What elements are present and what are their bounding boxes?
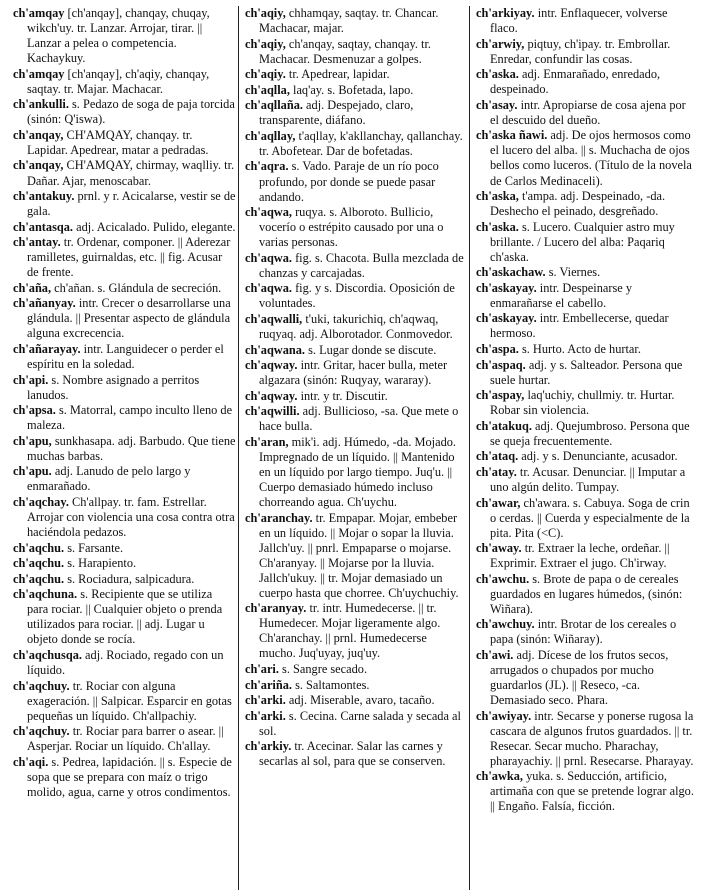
dictionary-entry [245, 159, 465, 204]
entry-definition: t'ampa. adj. Despeinado, -da. Deshecho el peinado, desgreñado. [490, 189, 666, 219]
entry-definition: CH'AMQAY, chirmay, waqlliy. tr. Dañar. Ajar, menoscabar. [27, 158, 235, 188]
entry-definition: intr. Gritar, hacer bulla, meter algazara (sinón: Ruqyay, wararay). [259, 358, 448, 388]
dictionary-entry [13, 281, 236, 296]
entry-definition: CH'AMQAY, chanqay. tr. Lapidar. Apedrear, matar a pedradas. [27, 127, 209, 157]
dictionary-entry [476, 358, 695, 388]
entry-definition: fig. s. Chacota. Bulla mezclada de chanzas y carcajadas. [259, 250, 464, 280]
entry-headword: ch'aqiy. [245, 67, 286, 82]
column-2 [245, 6, 465, 770]
entry-definition: adj. Enmarañado, enredado, despeinado. [490, 67, 661, 97]
entry-headword: ch'añanyay. [13, 296, 76, 311]
dictionary-entry [245, 67, 465, 82]
entry-definition: t'uki, takurichiq, ch'aqwaq, ruqyaq. adj. Alborotador. Conmovedor. [259, 311, 453, 341]
entry-headword: ch'aranchay. [245, 510, 313, 525]
dictionary-entry [476, 98, 695, 128]
entry-definition: s. Pedazo de soga de paja torcida (sinón: Q'iswa). [27, 97, 235, 127]
entry-headword: ch'aqi. [13, 754, 49, 769]
entry-headword: ch'amqay [13, 66, 65, 81]
entry-definition: adj. Despejado, claro, transparente, diáfano. [259, 98, 414, 128]
entry-definition: [ch'anqay], ch'aqiy, chanqay, saqtay. tr. Majar. Machacar. [27, 66, 210, 96]
entry-definition: tr. Empapar. Mojar, embeber en un líquido. || Mojar o sopar la lluvia. Jallch'uy. || pnrl. Empaparse o mojarse. Ch'aranyay. || Mojarse por la lluvia. Jallch'ukuy. || tr. Mojar demasiado un cuerpo hasta que chorree. Ch'uychuchiy. [259, 510, 459, 600]
dictionary-entry [476, 709, 695, 769]
column-divider-1 [238, 6, 239, 890]
entry-definition: tr. Acecinar. Salar las carnes y secarlas al sol, para que se conserven. [259, 739, 446, 769]
dictionary-entry [245, 205, 465, 250]
entry-definition: s. Sangre secado. [278, 662, 368, 677]
dictionary-entry [245, 6, 465, 36]
entry-headword: ch'aska. [476, 67, 519, 82]
entry-headword: ch'apu, [13, 433, 52, 448]
dictionary-entry [245, 129, 465, 159]
entry-headword: ch'awchuy. [476, 617, 535, 632]
entry-headword: ch'ari. [245, 662, 279, 677]
dictionary-entry [13, 755, 236, 800]
dictionary-entry [476, 648, 695, 708]
entry-headword: ch'anqay, [13, 158, 64, 173]
entry-headword: ch'añarayay. [13, 342, 81, 357]
dictionary-entry [13, 434, 236, 464]
entry-headword: ch'antay. [13, 235, 61, 250]
entry-definition: adj. y s. Salteador. Persona que suele hurtar. [490, 357, 683, 387]
entry-headword: ch'ataq. [476, 449, 519, 464]
entry-headword: ch'anqay, [13, 127, 64, 142]
entry-headword: ch'away. [476, 541, 522, 556]
dictionary-entry [13, 189, 236, 219]
dictionary-entry [13, 6, 236, 66]
dictionary-entry [13, 679, 236, 724]
entry-headword: ch'awka, [476, 769, 523, 784]
entry-definition: sunkhasapa. adj. Barbudo. Que tiene muchas barbas. [27, 433, 236, 463]
dictionary-entry [13, 342, 236, 372]
dictionary-entry [13, 220, 236, 235]
dictionary-entry [13, 724, 236, 754]
dictionary-entry [13, 495, 236, 540]
entry-headword: ch'aqchu. [13, 540, 65, 555]
entry-definition: s. Brote de papa o de cereales guardados en lugares húmedos, (sinón: Wiñara). [490, 571, 683, 616]
entry-headword: ch'atay. [476, 464, 517, 479]
dictionary-entry [13, 67, 236, 97]
entry-headword: ch'aspa. [476, 342, 519, 357]
entry-headword: ch'aqra. [245, 159, 289, 174]
entry-headword: ch'aqchay. [13, 495, 69, 509]
entry-headword: ch'api. [13, 372, 49, 387]
entry-definition: s. Vado. Paraje de un río poco profundo, por donde se puede pasar andando. [259, 159, 439, 204]
dictionary-entry [245, 312, 465, 342]
dictionary-entry [13, 97, 236, 127]
dictionary-entry [13, 158, 236, 188]
dictionary-entry [476, 342, 695, 357]
entry-headword: ch'aska ñawi. [476, 128, 548, 143]
dictionary-entry [476, 128, 695, 188]
entry-headword: ch'aqwalli, [245, 311, 303, 326]
dictionary-entry [476, 220, 695, 265]
entry-definition: s. Rociadura, salpicadura. [64, 571, 195, 586]
dictionary-entry [245, 662, 465, 677]
entry-definition: mik'i. adj. Húmedo, -da. Mojado. Impregnado de un líquido. || Mantenido en un líquido por largo tiempo. Juq'u. || Cuerpo demasiado húmedo incluso chorreando agua. Ch'uychu. [259, 434, 457, 509]
dictionary-entry [476, 37, 695, 67]
dictionary-entry [13, 403, 236, 433]
entry-headword: ch'aska, [476, 189, 519, 204]
entry-headword: ch'arki. [245, 693, 286, 708]
dictionary-entry [13, 572, 236, 587]
dictionary-entry [245, 709, 465, 739]
entry-definition: intr. Languidecer o perder el espíritu en la soledad. [27, 342, 224, 372]
entry-definition: s. Farsante. [64, 540, 124, 555]
dictionary-entry [476, 388, 695, 418]
entry-headword: ch'aqchuna. [13, 587, 78, 602]
entry-headword: ch'aqchu. [13, 571, 65, 586]
dictionary-entry [13, 296, 236, 341]
entry-definition: adj. Lanudo de pelo largo y enmarañado. [27, 464, 191, 494]
entry-definition: intr. y tr. Discutir. [297, 388, 388, 403]
dictionary-entry [245, 37, 465, 67]
dictionary-entry [245, 389, 465, 404]
entry-definition: ch'anqay, saqtay, chanqay. tr. Machacar. Desmenuzar a golpes. [259, 36, 431, 66]
entry-definition: adj. De ojos hermosos como el lucero del alba. || s. Muchacha de ojos bellos como luceros. (Título de la novela de Carlos Medinaceli). [490, 128, 692, 188]
entry-definition: yuka. s. Seducción, artificio, artimaña con que se pretende lograr algo. || Engaño. Falsía, ficción. [490, 769, 694, 814]
dictionary-entry [245, 739, 465, 769]
dictionary-entry [476, 769, 695, 814]
dictionary-entry [245, 251, 465, 281]
dictionary-entry [13, 235, 236, 280]
column-divider-2 [469, 6, 470, 890]
entry-headword: ch'aqchusqa. [13, 647, 82, 662]
entry-definition: prnl. y r. Acicalarse, vestir se de gala. [27, 189, 236, 219]
entry-definition: s. Lugar donde se discute. [305, 342, 437, 357]
dictionary-entry [476, 617, 695, 647]
entry-headword: ch'aqchuy. [13, 724, 70, 739]
entry-definition: laq'ay. s. Bofetada, lapo. [289, 82, 414, 97]
entry-headword: ch'ariña. [245, 677, 292, 692]
dictionary-entry [245, 693, 465, 708]
entry-definition: s. Cecina. Carne salada y secada al sol. [259, 708, 461, 738]
entry-definition: s. Saltamontes. [291, 677, 370, 692]
entry-definition: adj. Dícese de los frutos secos, arrugados o chupados por mucho guardarlos (JL). || Reseco, -ca. Demasiado seco. Phara. [490, 647, 669, 708]
entry-headword: ch'arki. [245, 708, 286, 723]
entry-headword: ch'aqway. [245, 358, 298, 373]
entry-headword: ch'aranyay. [245, 601, 307, 616]
dictionary-entry [245, 358, 465, 388]
entry-definition: tr. intr. Humedecerse. || tr. Humedecer. Mojar ligeramente algo. Ch'aranchay. || prnl. Humedecerse mucho. Juq'uyay, juq'uy. [259, 601, 441, 661]
entry-definition: s. Hurto. Acto de hurtar. [518, 342, 641, 357]
entry-headword: ch'amqay [13, 6, 65, 20]
entry-definition: intr. Brotar de los cereales o papa (sinón: Wiñaray). [490, 617, 677, 647]
entry-headword: ch'askayay. [476, 280, 537, 295]
entry-definition: adj. Quejumbroso. Persona que se queja frecuentemente. [490, 418, 690, 448]
entry-headword: ch'aqwana. [245, 342, 306, 357]
entry-definition: tr. Rociar para barrer o asear. || Asperjar. Rociar un líquido. Ch'allay. [27, 724, 224, 754]
entry-definition: s. Matorral, campo inculto lleno de maleza. [27, 403, 233, 433]
dictionary-entry [245, 98, 465, 128]
entry-definition: s. Pedrea, lapidación. || s. Especie de sopa que se prepara con maíz o trigo molido, agua, carne y otros condimentos. [27, 754, 232, 799]
entry-headword: ch'aska. [476, 219, 519, 234]
dictionary-entry [476, 311, 695, 341]
entry-headword: ch'aran, [245, 434, 289, 449]
entry-headword: ch'aqwa, [245, 205, 292, 220]
entry-headword: ch'awchu. [476, 571, 530, 586]
dictionary-entry [13, 556, 236, 571]
entry-definition: s. Nombre asignado a perritos lanudos. [27, 372, 200, 402]
entry-definition: adj. y s. Denunciante, acusador. [518, 449, 678, 464]
entry-definition: adj. Rociado, regado con un líquido. [27, 647, 224, 678]
entry-headword: ch'aqway. [245, 388, 298, 403]
entry-headword: ch'aspay, [476, 388, 525, 403]
entry-definition: fig. y s. Discordia. Oposición de voluntades. [259, 281, 455, 311]
entry-headword: ch'arkiy. [245, 739, 292, 754]
entry-definition: tr. Acusar. Denunciar. || Imputar a uno algún delito. Tumpay. [490, 464, 686, 494]
dictionary-entry [476, 541, 695, 571]
dictionary-entry [245, 601, 465, 661]
dictionary-entry [13, 541, 236, 556]
entry-headword: ch'awi. [476, 647, 514, 662]
entry-headword: ch'aqchuy. [13, 678, 70, 693]
dictionary-entry [13, 464, 236, 494]
entry-definition: ch'awara. s. Cabuya. Soga de crin o cerdas. || Cuerda y especialmente de la pita. Pita (<C). [490, 495, 690, 540]
dictionary-entry [476, 265, 695, 280]
column-3 [476, 6, 695, 815]
dictionary-entry [13, 587, 236, 647]
entry-definition: tr. Rociar con alguna exageración. || Salpicar. Esparcir en gotas pequeñas un líquido. Ch'allpachiy. [27, 678, 232, 723]
entry-headword: ch'antasqa. [13, 219, 74, 234]
dictionary-entry [476, 189, 695, 219]
entry-definition: s. Recipiente que se utiliza para rociar. || Cualquier objeto o prenda utilizados para rociar. || adj. Lugar u objeto donde se rocía. [27, 587, 223, 647]
entry-definition: intr. Embellecerse, quedar hermoso. [490, 311, 669, 341]
entry-definition: chhamqay, saqtay. tr. Chancar. Machacar, majar. [259, 6, 439, 36]
dictionary-entry [245, 678, 465, 693]
entry-headword: ch'awiyay. [476, 708, 532, 723]
entry-headword: ch'ankulli. [13, 97, 69, 112]
dictionary-entry [476, 67, 695, 97]
entry-headword: ch'aqllaña. [245, 98, 303, 113]
entry-definition: ruqya. s. Alboroto. Bullicio, vocerío o estrépito causado por una o varias personas. [259, 205, 444, 250]
dictionary-entry [476, 6, 695, 36]
entry-definition: piqtuy, ch'ipay. tr. Embrollar. Enredar, confundir las cosas. [490, 36, 671, 66]
entry-headword: ch'askachaw. [476, 265, 546, 280]
dictionary-entry [476, 449, 695, 464]
entry-headword: ch'apsa. [13, 403, 56, 418]
entry-definition: tr. Apedrear, lapidar. [285, 67, 390, 82]
entry-definition: intr. Enflaquecer, volverse flaco. [490, 6, 668, 36]
dictionary-entry [13, 373, 236, 403]
entry-headword: ch'arkiyay. [476, 6, 535, 20]
entry-headword: ch'aqiy, [245, 36, 286, 51]
entry-definition: s. Harapiento. [64, 556, 137, 571]
dictionary-entry [245, 343, 465, 358]
entry-headword: ch'arwiy, [476, 36, 525, 51]
entry-definition: Ch'allpay. tr. fam. Estrellar. Arrojar con violencia una cosa contra otra haciéndola pedazos. [27, 495, 235, 540]
dictionary-entry [245, 435, 465, 510]
entry-definition: intr. Crecer o desarrollarse una glándula. || Presentar aspecto de glándula alguna excrecencia. [27, 296, 231, 341]
entry-headword: ch'aqlla, [245, 82, 290, 97]
entry-headword: ch'aña, [13, 280, 52, 295]
dictionary-entry [476, 465, 695, 495]
entry-headword: ch'aspaq. [476, 357, 526, 372]
entry-definition: s. Lucero. Cualquier astro muy brillante. / Lucero del alba: Paqariq ch'aska. [490, 219, 675, 264]
entry-definition: [ch'anqay], chanqay, chuqay, wikch'uy. tr. Lanzar. Arrojar, tirar. || Lanzar a pelea o competencia. Kachaykuy. [27, 6, 210, 66]
entry-definition: s. Viernes. [545, 265, 601, 280]
entry-definition: adj. Bullicioso, -sa. Que mete o hace bulla. [259, 404, 459, 434]
dictionary-entry [13, 648, 236, 678]
dictionary-entry [476, 496, 695, 541]
entry-definition: t'aqllay, k'akllanchay, qallanchay. tr. Abofetear. Dar de bofetadas. [259, 128, 463, 158]
dictionary-entry [476, 572, 695, 617]
column-1 [13, 6, 236, 800]
entry-headword: ch'aqiy, [245, 6, 286, 20]
entry-headword: ch'atakuq. [476, 418, 532, 433]
entry-definition: intr. Apropiarse de cosa ajena por el descuido del dueño. [490, 97, 686, 127]
dictionary-entry [245, 281, 465, 311]
entry-definition: adj. Acicalado. Pulido, elegante. [73, 219, 236, 234]
entry-headword: ch'aqwa. [245, 281, 292, 296]
entry-headword: ch'antakuy. [13, 189, 75, 204]
entry-headword: ch'aqchu. [13, 556, 65, 571]
entry-headword: ch'apu. [13, 464, 52, 479]
entry-definition: adj. Miserable, avaro, tacaño. [285, 693, 435, 708]
entry-definition: tr. Ordenar, componer. || Aderezar ramilletes, guirnaldas, etc. || fig. Acusar de frente. [27, 235, 231, 280]
entry-headword: ch'aqllay, [245, 128, 296, 143]
entry-headword: ch'aqwa. [245, 250, 292, 265]
dictionary-entry [476, 281, 695, 311]
dictionary-entry [245, 83, 465, 98]
entry-definition: tr. Extraer la leche, ordeñar. || Exprimir. Extraer el jugo. Ch'irway. [490, 541, 670, 571]
dictionary-entry [13, 128, 236, 158]
entry-definition: intr. Secarse y ponerse rugosa la cascara de algunos frutos guardados. || tr. Resecar. Secar mucho. Pharachay, pharayachiy. || prnl. Resecarse. Pharayay. [490, 708, 694, 768]
entry-headword: ch'askayay. [476, 311, 537, 326]
entry-headword: ch'asay. [476, 97, 518, 112]
dictionary-entry [476, 419, 695, 449]
entry-headword: ch'aqwilli. [245, 404, 300, 419]
dictionary-entry [245, 404, 465, 434]
entry-definition: laq'uchiy, chullmiy. tr. Hurtar. Robar sin violencia. [490, 388, 675, 418]
entry-headword: ch'awar, [476, 495, 521, 510]
dictionary-entry [245, 511, 465, 601]
entry-definition: ch'añan. s. Glándula de secreción. [51, 280, 222, 295]
entry-definition: intr. Despeinarse y enmarañarse el cabello. [490, 280, 633, 310]
